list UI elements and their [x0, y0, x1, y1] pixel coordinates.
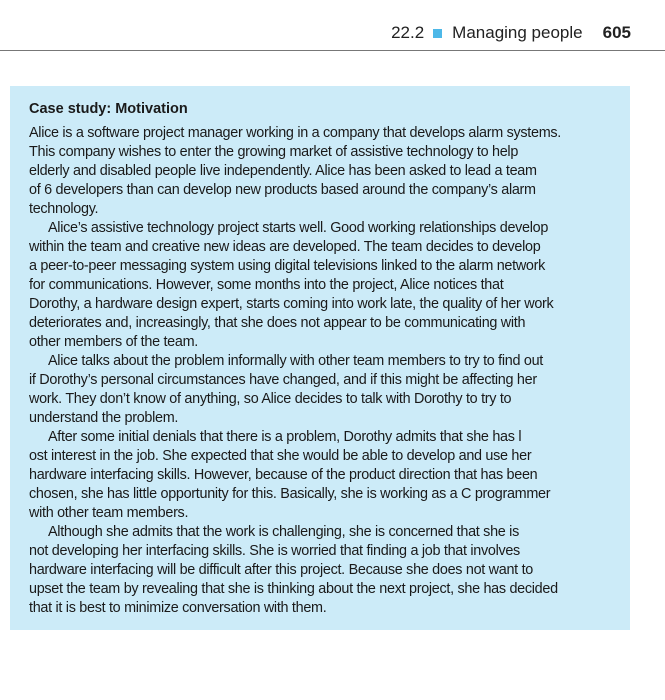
case-paragraph [29, 124, 616, 219]
text-line: ost interest in the job. She expected that she would be able to develop and use her [29, 448, 532, 464]
case-study-box [10, 86, 630, 630]
text-line: This company wishes to enter the growing market of assistive technology to help [29, 144, 519, 160]
case-paragraph [29, 352, 616, 428]
text-line: a peer-to-peer messaging system using digital televisions linked to the alarm network [29, 258, 546, 274]
text-line: After some initial denials that there is a problem, Dorothy admits that she has l [48, 429, 522, 445]
text-line: other members of the team. [29, 334, 198, 350]
section-title: Managing people [452, 23, 583, 42]
page-number: 605 [602, 23, 631, 42]
text-line: elderly and disabled people live independently. Alice has been asked to lead a team [29, 163, 537, 179]
text-line: within the team and creative new ideas are developed. The team decides to develop [29, 239, 541, 255]
text-line: technology. [29, 201, 99, 217]
text-line: hardware interfacing will be difficult after this project. Because she does not want to [29, 562, 533, 578]
case-study-title: Case study: Motivation [29, 101, 188, 117]
section-marker-icon [433, 29, 442, 38]
text-line: chosen, she has little opportunity for this. Basically, she is working as a C programmer [29, 486, 551, 502]
text-line: for communications. However, some months into the project, Alice notices that [29, 277, 504, 293]
text-line: of 6 developers than can develop new products based around the company’s alarm [29, 182, 536, 198]
text-line: with other team members. [29, 505, 189, 521]
text-line: upset the team by revealing that she is thinking about the next project, she has decided [29, 581, 558, 597]
case-paragraph [29, 219, 616, 352]
header-rule [0, 50, 665, 51]
text-line: Although she admits that the work is challenging, she is concerned that she is [48, 524, 519, 540]
text-line: if Dorothy’s personal circumstances have changed, and if this might be affecting her [29, 372, 537, 388]
text-line: that it is best to minimize conversation with them. [29, 600, 327, 616]
text-line: work. They don’t know of anything, so Alice decides to talk with Dorothy to try to [29, 391, 512, 407]
text-line: understand the problem. [29, 410, 179, 426]
text-line: Alice is a software project manager working in a company that develops alarm systems. [29, 125, 561, 141]
case-paragraph [29, 428, 616, 523]
text-line: hardware interfacing skills. However, because of the product direction that has been [29, 467, 538, 483]
text-line: not developing her interfacing skills. She is worried that finding a job that involves [29, 543, 520, 559]
text-line: deteriorates and, increasingly, that she does not appear to be communicating with [29, 315, 526, 331]
text-line: Alice talks about the problem informally with other team members to try to find out [48, 353, 543, 369]
section-number: 22.2 [391, 23, 425, 42]
text-line: Alice’s assistive technology project starts well. Good working relationships develop [48, 220, 549, 236]
case-paragraph [29, 523, 616, 618]
text-line: Dorothy, a hardware design expert, starts coming into work late, the quality of her work [29, 296, 554, 312]
running-head [391, 22, 631, 44]
